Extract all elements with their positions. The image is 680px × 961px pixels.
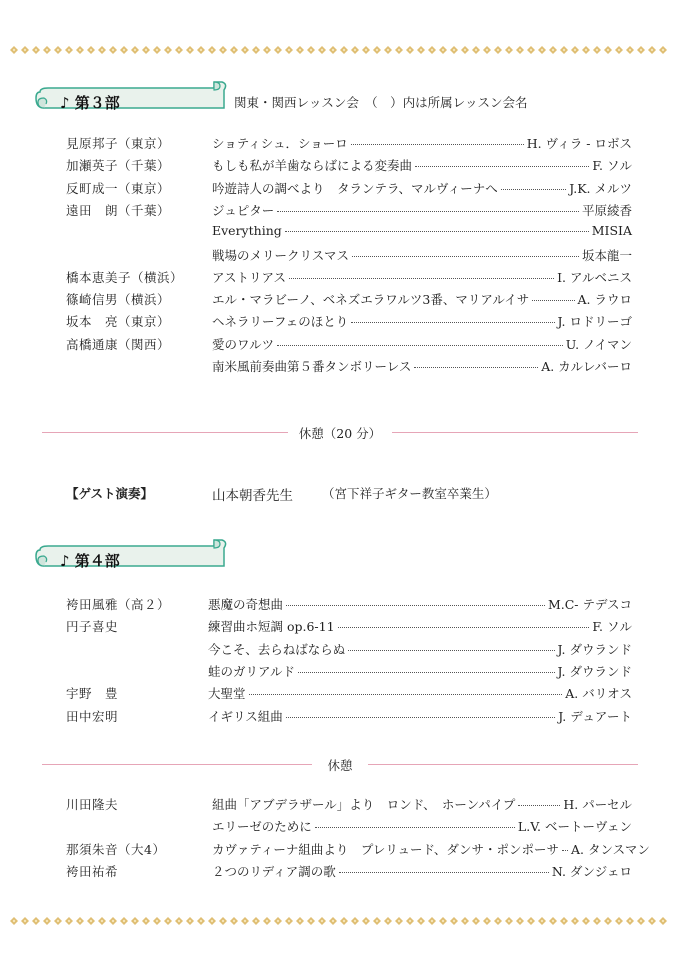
program-entry <box>208 595 632 615</box>
composer-name: A. バリオス <box>565 686 632 702</box>
composer-name: A. タンスマン <box>571 841 650 857</box>
program-entry <box>212 268 632 288</box>
performer-name: 袴田風雅（高２） <box>66 597 171 612</box>
piece-title: ヘネラリーフェのほとり <box>212 314 349 330</box>
composer-name: F. ソル <box>592 158 632 174</box>
program-entry <box>208 617 632 637</box>
program-entry <box>212 246 632 266</box>
leader-dots <box>415 166 589 167</box>
program-entry <box>212 134 632 154</box>
program-entry <box>208 684 632 704</box>
piece-title: カヴァティーナ組曲より プレリュード、ダンサ・ポンポーサ <box>212 841 560 857</box>
leader-dots <box>562 850 568 851</box>
program-entry <box>212 156 632 176</box>
composer-name: 坂本龍一 <box>581 247 632 263</box>
performer-name: 川田隆夫 <box>66 797 119 812</box>
performer-name: 反町成一（東京） <box>66 180 171 196</box>
break-divider-right <box>392 432 638 433</box>
leader-dots <box>285 231 589 232</box>
ornament-border-bottom <box>6 915 668 927</box>
break2-divider-left <box>42 764 312 765</box>
part3-title: ♪ 第３部 <box>60 94 120 112</box>
performer-name: 田中宏明 <box>66 708 119 724</box>
composer-name: J.K. メルツ <box>569 180 632 196</box>
leader-dots <box>348 650 554 651</box>
performer-name: 那須朱音（大4） <box>66 841 166 857</box>
leader-dots <box>532 300 574 301</box>
composer-name: H. ヴィラ - ロボス <box>526 136 632 151</box>
composer-name: J. デュアート <box>558 708 632 724</box>
piece-title: エリーゼのために <box>212 819 312 835</box>
performer-name: 見原邦子（東京） <box>66 136 171 151</box>
composer-name: N. ダンジェロ <box>551 863 632 879</box>
program-entry <box>212 862 632 882</box>
piece-title: 戦場のメリークリスマス <box>212 247 350 263</box>
break2-divider-right <box>368 764 638 765</box>
leader-dots <box>249 694 563 695</box>
performer-name: 篠崎信男（横浜） <box>66 292 171 308</box>
program-entry <box>208 707 632 727</box>
guest-name: 山本朝香先生 <box>212 488 293 504</box>
program-entry <box>212 312 632 332</box>
composer-name: J. ロドリーゴ <box>557 314 632 330</box>
leader-dots <box>298 672 554 673</box>
program-entry <box>212 201 632 221</box>
part4-title: ♪ 第４部 <box>60 552 120 570</box>
piece-title: ショティシュ．ショーロ <box>212 136 348 151</box>
leader-dots <box>351 322 554 323</box>
leader-dots <box>352 256 579 257</box>
leader-dots <box>286 605 545 606</box>
break-divider-left <box>42 432 288 433</box>
break2-label: 休憩 <box>327 758 353 773</box>
piece-title: 組曲「アブデラザール」より ロンド、 ホーンパイプ <box>212 797 516 812</box>
composer-name: F. ソル <box>592 619 632 635</box>
performer-name: 宇野 豊 <box>66 686 119 702</box>
piece-title: 大聖堂 <box>208 686 246 702</box>
program-entry <box>212 223 632 243</box>
composer-name: J. ダウランド <box>557 641 632 657</box>
ornament-border-top <box>6 44 668 56</box>
composer-name: MISIA <box>591 223 632 239</box>
guest-label: 【ゲスト演奏】 <box>66 486 154 501</box>
piece-title: 今こそ、去らねばならぬ <box>208 641 346 657</box>
leader-dots <box>338 627 590 628</box>
performer-name: 加瀬英子（千葉） <box>66 158 171 174</box>
composer-name: A. カルレバーロ <box>541 359 632 374</box>
leader-dots <box>315 827 515 828</box>
performer-name: 坂本 亮（東京） <box>66 314 171 330</box>
leader-dots <box>286 717 555 718</box>
program-entry <box>208 662 632 682</box>
program-entry <box>212 179 632 199</box>
piece-title: ２つのリディア調の歌 <box>212 863 336 879</box>
composer-name: M.C- テデスコ <box>547 597 632 612</box>
piece-title: アストリアス <box>212 269 287 285</box>
piece-title: 愛のワルツ <box>212 336 275 352</box>
piece-title: もしも私が羊歯ならばによる変奏曲 <box>212 158 413 174</box>
leader-dots <box>289 278 554 279</box>
piece-title: エル・マラビーノ、ベネズエラワルツ3番、マリアルイサ <box>212 292 530 308</box>
piece-title: イギリス組曲 <box>208 708 283 724</box>
composer-name: L.V. ベートーヴェン <box>517 819 632 835</box>
performer-name: 円子喜史 <box>66 619 119 635</box>
guest-note: （宮下祥子ギター教室卒業生） <box>322 486 497 501</box>
leader-dots <box>277 211 579 212</box>
piece-title: 練習曲ホ短調 op.6-11 <box>208 619 335 635</box>
composer-name: U. ノイマン <box>565 336 632 352</box>
piece-title: 蛙のガリアルド <box>208 663 296 679</box>
leader-dots <box>351 144 524 145</box>
piece-title: 悪魔の奇想曲 <box>208 597 284 612</box>
program-entry <box>212 290 632 310</box>
composer-name: A. ラウロ <box>577 292 632 308</box>
leader-dots <box>501 189 566 190</box>
program-entry <box>212 795 632 815</box>
performer-name: 高橋通康（関西） <box>66 336 171 352</box>
leader-dots <box>277 345 563 346</box>
performer-name: 袴田祐希 <box>66 863 119 879</box>
performer-name: 橋本恵美子（横浜） <box>66 269 184 285</box>
piece-title: 吟遊詩人の調べより タランテラ、マルヴィーナへ <box>212 180 498 196</box>
program-entry <box>208 640 632 660</box>
program-entry <box>212 817 632 837</box>
program-entry <box>212 335 632 355</box>
composer-name: J. ダウランド <box>557 663 632 679</box>
composer-name: I. アルベニス <box>557 269 632 285</box>
piece-title: 南米風前奏曲第５番タンボリーレス <box>212 359 412 374</box>
program-entry <box>212 840 650 860</box>
program-entry <box>212 357 632 377</box>
break-label: 休憩（20 分） <box>298 426 382 441</box>
piece-title: ジュピター <box>212 202 275 218</box>
leader-dots <box>518 805 560 806</box>
performer-name: 遠田 朗（千葉） <box>66 202 171 218</box>
part3-subtitle: 関東・関西レッスン会 （ ）内は所属レッスン会名 <box>234 95 528 110</box>
piece-title: Everything <box>212 223 282 239</box>
leader-dots <box>339 872 549 873</box>
composer-name: 平原綾香 <box>581 202 632 218</box>
leader-dots <box>414 367 538 368</box>
composer-name: H. パーセル <box>563 797 632 812</box>
